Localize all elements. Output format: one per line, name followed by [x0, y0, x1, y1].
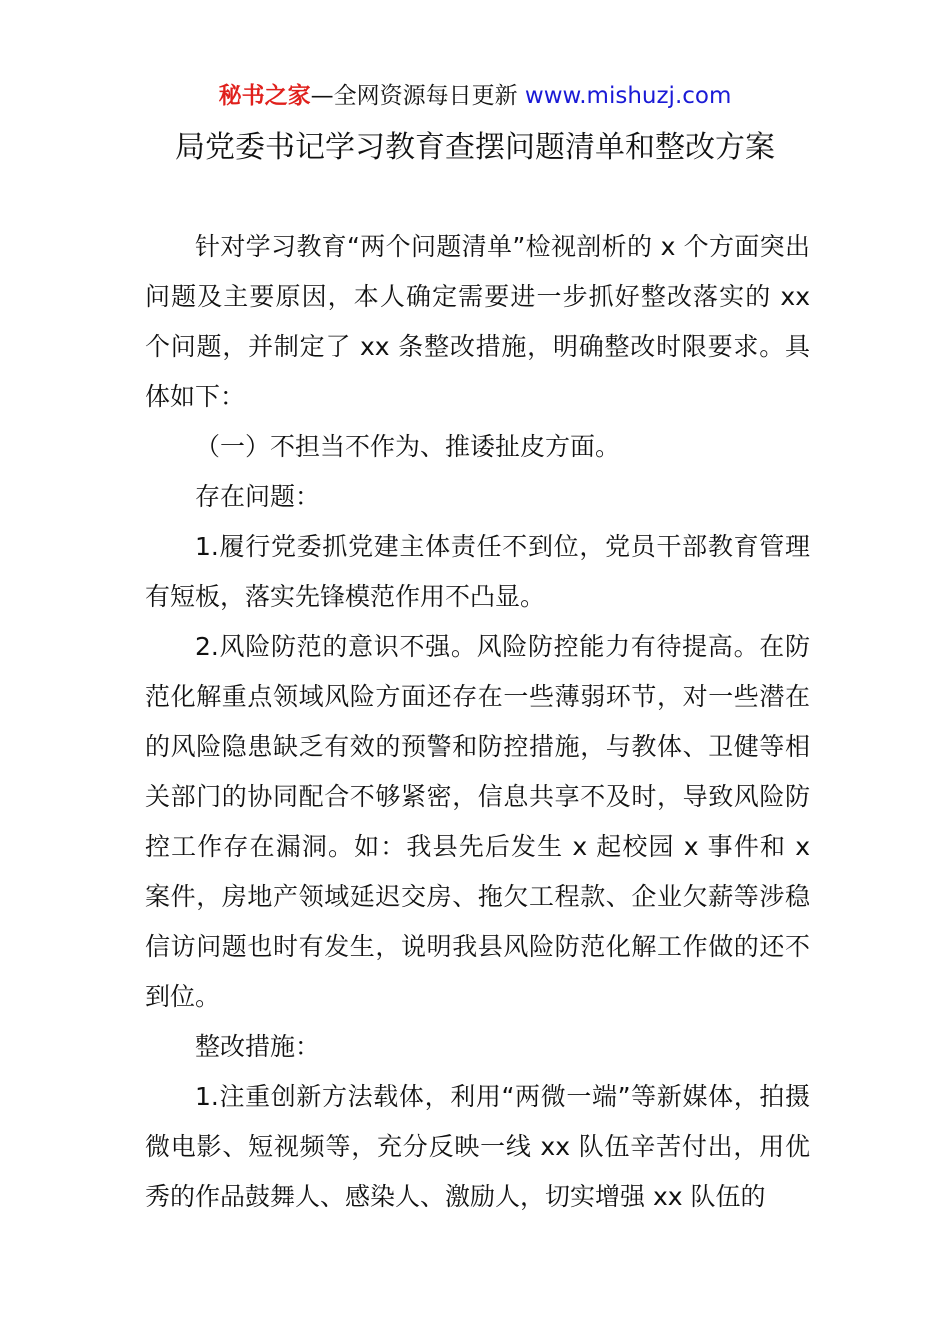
brand-name: 秘书之家	[218, 83, 311, 109]
problem-item-2: 2.风险防范的意识不强。风险防控能力有待提高。在防范化解重点领域风险方面还存在一些薄弱环节，对一些潜在的风险隐患缺乏有效的预警和防控措施，与教体、卫健等相关部门的协同配合不够紧密，信息共享不及时，导致风险防控工作存在漏洞。如：我县先后发生 x 起校园 x 事件和 x 案件，房地产领域延迟交房、拖欠工程款、企业欠薪等涉稳信访问题也时有发生，说明我县风险防范化解工作做的还不到位。	[145, 632, 810, 1011]
section-heading: （一）不担当不作为、推诿扯皮方面。	[195, 432, 621, 461]
measure-item-1: 1.注重创新方法载体，利用“两微一端”等新媒体，拍摄微电影、短视频等，充分反映一线 xx 队伍辛苦付出，用优秀的作品鼓舞人、感染人、激励人，切实增强 xx 队伍的	[145, 1082, 810, 1211]
site-url-link[interactable]: www.mishuzj.com	[524, 83, 732, 109]
problems-label: 存在问题：	[195, 482, 321, 511]
measures-label: 整改措施：	[195, 1032, 321, 1061]
document-title: 局党委书记学习教育查摆问题清单和整改方案	[175, 130, 775, 165]
document-body	[145, 222, 810, 1222]
site-header	[0, 80, 950, 112]
header-tagline: —全网资源每日更新	[310, 83, 525, 109]
problem-item-1: 1.履行党委抓党建主体责任不到位，党员干部教育管理有短板，落实先锋模范作用不凸显。	[145, 532, 810, 611]
intro-paragraph: 针对学习教育“两个问题清单”检视剖析的 x 个方面突出问题及主要原因，本人确定需要进一步抓好整改落实的 xx 个问题，并制定了 xx 条整改措施，明确整改时限要求。具体如下：	[145, 232, 810, 411]
